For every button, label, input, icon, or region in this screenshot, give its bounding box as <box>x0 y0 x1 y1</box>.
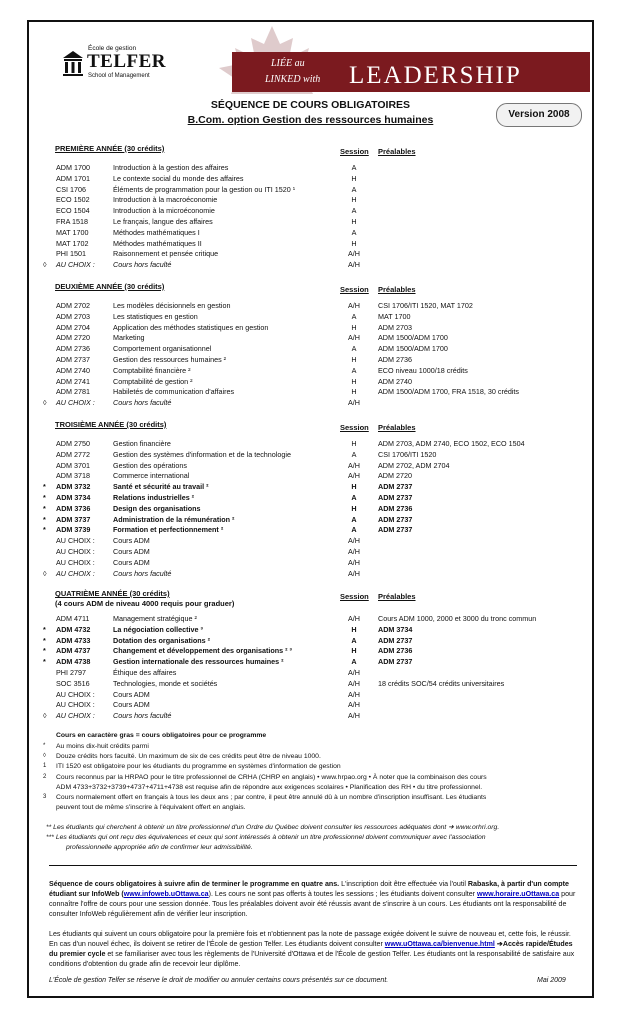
course-code: ADM 4733 <box>56 635 91 645</box>
course-title: Introduction à la macroéconomie <box>113 195 218 205</box>
course-session: A <box>351 344 357 354</box>
course-session: H <box>351 482 357 492</box>
para1-text-2: ). Les cours ne sont pas offerts à toutes les sessions ; les étudiants doivent consulter <box>208 890 478 898</box>
course-session: A <box>351 184 357 194</box>
course-session: A/H <box>348 471 360 481</box>
course-session: A <box>351 206 357 216</box>
course-marker: * <box>43 646 46 656</box>
course-row <box>29 323 592 334</box>
course-row <box>29 625 592 636</box>
course-code: ADM 2720 <box>56 333 90 343</box>
course-session: A/H <box>348 249 360 259</box>
course-title: Management stratégique ² <box>113 614 197 623</box>
course-prerequisites: ADM 2737 <box>378 493 413 502</box>
course-title: Introduction à la microéconomie <box>113 206 215 216</box>
course-title: Cours hors faculté <box>113 568 172 578</box>
course-title: Comptabilité de gestion ² <box>113 376 193 386</box>
note-text: ITI 1520 est obligatoire pour les étudiants du programme en systèmes d'information de gestion <box>56 763 341 771</box>
course-title: Application des méthodes statistiques en gestion <box>113 322 269 332</box>
telfer-logo <box>62 45 184 87</box>
course-code: AU CHOIX : <box>56 711 95 721</box>
course-prerequisites: 18 crédits SOC/54 crédits universitaires <box>378 678 505 688</box>
course-row <box>29 547 592 558</box>
course-row <box>29 387 592 398</box>
course-session: A/H <box>348 536 360 546</box>
course-title: Le français, langue des affaires <box>113 217 213 226</box>
course-session: A <box>351 311 357 321</box>
course-session: A <box>351 449 357 459</box>
note-text: Douze crédits hors faculté. Un maximum de six de ces crédits peut être de niveau 1000. <box>56 753 321 761</box>
course-title: Dotation des organisations ² <box>113 635 211 645</box>
bienvenue-link[interactable]: www.uOttawa.ca/bienvenue.html <box>384 940 495 948</box>
course-code: ADM 3732 <box>56 482 91 492</box>
course-code: ADM 2704 <box>56 322 90 332</box>
course-code: CSI 1706 <box>56 184 86 194</box>
banner-leadership-text: LEADERSHIP <box>349 62 522 89</box>
course-row <box>29 174 592 185</box>
horaire-link[interactable]: www.horaire.uOttawa.ca <box>477 890 560 898</box>
session-header: Session <box>340 147 369 156</box>
course-code: ADM 2772 <box>56 449 90 459</box>
course-row <box>29 700 592 711</box>
page-subtitle: B.Com. option Gestion des ressources humaines <box>187 114 434 126</box>
course-session: A/H <box>348 333 360 343</box>
course-title: Cours ADM <box>113 547 150 556</box>
banner-lie-text: LIÉE au <box>271 58 305 69</box>
course-marker: * <box>43 482 46 492</box>
course-marker: * <box>43 635 46 645</box>
course-session: A/H <box>348 398 360 408</box>
bold-legend: Cours en caractère gras = cours obligatoires pour ce programme <box>56 732 267 739</box>
para1-bold-1: Séquence de cours obligatoires à suivre afin de terminer le programme en quatre ans. <box>49 880 340 888</box>
course-row <box>29 668 592 679</box>
note-marker: 3 <box>43 794 47 800</box>
note-marker: ◊ <box>43 753 46 760</box>
course-prerequisites: ADM 2702, ADM 2704 <box>378 460 450 470</box>
footer-disclaimer: L'École de gestion Telfer se réserve le droit de modifier ou annuler certains cours présentés sur ce document. <box>49 977 389 984</box>
course-code: AU CHOIX : <box>56 547 95 556</box>
para1-bold-2: Rabaska, à partir d'un compte étudiant sur InfoWeb ( <box>49 880 569 898</box>
course-row <box>29 344 592 355</box>
course-session: A/H <box>348 689 360 699</box>
course-session: A/H <box>348 557 360 567</box>
course-code: MAT 1700 <box>56 227 89 237</box>
course-code: AU CHOIX : <box>56 689 95 699</box>
course-code: ADM 1700 <box>56 163 90 172</box>
course-title: Cours ADM <box>113 689 150 699</box>
course-code: FRA 1518 <box>56 217 88 226</box>
note-text: peuvent tout de même s'inscrire à l'équivalent offert en anglais. <box>56 804 246 812</box>
course-prerequisites: CSI 1706/ITI 1520 <box>378 449 437 459</box>
course-row <box>29 206 592 217</box>
course-row <box>29 493 592 504</box>
course-prerequisites: ADM 2736 <box>378 503 413 513</box>
course-session: A <box>351 163 357 172</box>
course-row <box>29 536 592 547</box>
course-title: Cours hors faculté <box>113 260 172 270</box>
course-row <box>29 482 592 493</box>
course-prerequisites: ECO niveau 1000/18 crédits <box>378 365 468 375</box>
course-row <box>29 679 592 690</box>
course-title: Marketing <box>113 333 145 343</box>
version-badge: Version 2008 <box>496 103 582 127</box>
course-session: H <box>351 217 357 226</box>
course-title: Gestion des ressources humaines ² <box>113 355 227 364</box>
course-row <box>29 185 592 196</box>
course-row <box>29 239 592 250</box>
course-title: Commerce international <box>113 471 190 481</box>
course-prerequisites: CSI 1706/ITI 1520, MAT 1702 <box>378 301 473 310</box>
course-row <box>29 301 592 312</box>
course-session: A/H <box>348 301 360 310</box>
year-title: PREMIÈRE ANNÉE (30 crédits) <box>55 144 165 153</box>
year-title: QUATRIÈME ANNÉE (30 crédits) <box>55 589 170 598</box>
course-prerequisites: ADM 2737 <box>378 635 413 645</box>
course-code: PHI 2797 <box>56 668 86 677</box>
course-row <box>29 450 592 461</box>
course-marker: * <box>43 525 46 535</box>
course-title: La négociation collective ³ <box>113 624 203 634</box>
course-session: H <box>351 646 357 656</box>
infoweb-link[interactable]: www.infoweb.uOttawa.ca <box>123 890 209 898</box>
course-code: SOC 3516 <box>56 678 90 688</box>
course-row <box>29 525 592 536</box>
course-code: ADM 2750 <box>56 439 90 448</box>
para2-text-2: et se familiariser avec tous les règlements de l'Université d'Ottawa et de l'École de gestion Telfer. Les étudiants ont la responsabilité de satisfaire aux conditions d'obtention du grade afin de recevoir leur diplôme. <box>49 950 575 968</box>
prerequisites-header: Préalables <box>378 592 416 601</box>
course-row <box>29 217 592 228</box>
registration-paragraph <box>49 879 579 919</box>
year-subtitle: (4 cours ADM de niveau 4000 requis pour graduer) <box>55 599 235 608</box>
course-session: A/H <box>348 678 360 688</box>
course-row <box>29 558 592 569</box>
course-prerequisites: ADM 2737 <box>378 514 413 524</box>
prerequisites-header: Préalables <box>378 423 416 432</box>
course-row <box>29 711 592 722</box>
course-title: Cours hors faculté <box>113 711 172 721</box>
course-title: Éléments de programmation pour la gestion ou ITI 1520 ¹ <box>113 184 296 194</box>
course-row <box>29 260 592 271</box>
course-session: A <box>351 657 357 667</box>
course-row <box>29 504 592 515</box>
course-row <box>29 461 592 472</box>
course-marker: * <box>43 657 46 667</box>
course-title: Gestion des systèmes d'information et de la technologie <box>113 449 291 459</box>
course-code: ADM 3734 <box>56 493 91 502</box>
course-title: Le contexte social du monde des affaires <box>113 173 244 183</box>
course-session: H <box>351 439 357 448</box>
course-code: ADM 2702 <box>56 301 90 310</box>
course-title: Habiletés de communication d'affaires <box>113 387 235 397</box>
building-icon <box>62 49 84 77</box>
page-title: SÉQUENCE DE COURS OBLIGATOIRES <box>210 99 411 111</box>
course-title: Méthodes mathématiques II <box>113 238 202 248</box>
header <box>29 22 592 94</box>
course-row <box>29 657 592 668</box>
banner-linked-text: LINKED with <box>265 74 321 85</box>
course-row <box>29 646 592 657</box>
logo-small-text: École de gestion <box>88 45 137 52</box>
course-code: ADM 3701 <box>56 460 90 470</box>
course-session: H <box>351 195 357 205</box>
course-title: Les statistiques en gestion <box>113 311 198 321</box>
course-code: ADM 4732 <box>56 624 91 634</box>
year-title: DEUXIÈME ANNÉE (30 crédits) <box>55 282 165 291</box>
course-code: ADM 3737 <box>56 514 91 524</box>
note-marker: 1 <box>43 763 47 770</box>
course-session: A/H <box>348 460 360 470</box>
note-equivalences-cont: professionnelle appropriée afin de confirmer leur admissibilité. <box>66 844 253 851</box>
course-session: H <box>351 376 357 386</box>
course-session: A/H <box>348 614 360 623</box>
course-session: A <box>351 227 357 237</box>
course-prerequisites: ADM 2736 <box>378 355 412 364</box>
course-title: Changement et développement des organisations ² ³ <box>113 646 292 656</box>
course-row <box>29 249 592 260</box>
course-row <box>29 471 592 482</box>
course-code: AU CHOIX : <box>56 398 95 408</box>
course-title: Gestion internationale des ressources humaines ² <box>113 657 284 667</box>
course-prerequisites: ADM 2703 <box>378 322 412 332</box>
course-title: Comptabilité financière ² <box>113 365 191 375</box>
course-code: MAT 1702 <box>56 238 89 248</box>
course-session: A <box>351 493 357 502</box>
note-equivalences: *** Les étudiants qui ont reçu des équivalences et ceux qui sont intéressés à obtenir un titre professionnel doivent communiquer avec l'association <box>46 834 486 841</box>
course-code: ADM 2781 <box>56 387 90 397</box>
logo-main-text: TELFER <box>87 51 167 72</box>
course-code: ADM 3736 <box>56 503 91 513</box>
note-text: Cours reconnus par la HRPAO pour le titre professionnel de CRHA (CHRP en anglais) • www.hrpao.org • À noter que la combinaison des cours <box>56 773 487 781</box>
course-marker: ◊ <box>43 398 47 408</box>
course-session: H <box>351 624 357 634</box>
course-session: A <box>351 635 357 645</box>
course-title: Gestion des opérations <box>113 460 187 470</box>
course-title: Cours hors faculté <box>113 398 172 408</box>
note-marker: * <box>43 743 46 749</box>
course-row <box>29 377 592 388</box>
course-code: AU CHOIX : <box>56 557 95 567</box>
course-session: A/H <box>348 547 360 556</box>
para1-text-1: L'inscription doit être effectuée via l'outil <box>339 880 468 888</box>
course-title: Éthique des affaires <box>113 668 177 677</box>
note-text: ADM 4733+3732+3739+4737+4711+4738 est requise afin de répondre aux exigences scolaires • Planification des RH • du titre professionnel. <box>56 783 483 791</box>
course-code: AU CHOIX : <box>56 568 95 578</box>
course-title: Introduction à la gestion des affaires <box>113 163 229 172</box>
prerequisites-header: Préalables <box>378 147 416 156</box>
note-text: Au moins dix-huit crédits parmi <box>56 743 149 750</box>
divider <box>49 865 577 866</box>
course-title: Relations industrielles ² <box>113 493 195 502</box>
course-code: ADM 2741 <box>56 376 90 386</box>
course-title: Raisonnement et pensée critique <box>113 249 219 259</box>
regulations-paragraph <box>49 929 579 969</box>
document-frame <box>27 20 594 998</box>
prerequisites-header: Préalables <box>378 285 416 294</box>
course-code: ADM 4737 <box>56 646 91 656</box>
course-session: H <box>351 387 357 397</box>
course-session: A/H <box>348 700 360 710</box>
course-code: ECO 1504 <box>56 206 90 216</box>
course-session: H <box>351 173 357 183</box>
course-code: ADM 2703 <box>56 311 90 321</box>
course-session: A <box>351 514 357 524</box>
session-header: Session <box>340 423 369 432</box>
course-row <box>29 614 592 625</box>
course-prerequisites: ADM 2737 <box>378 482 413 492</box>
course-title: Cours ADM <box>113 700 150 710</box>
course-session: A <box>351 365 357 375</box>
course-row <box>29 569 592 580</box>
course-code: ADM 3718 <box>56 471 90 481</box>
course-code: ADM 2737 <box>56 355 90 364</box>
course-prerequisites: ADM 2737 <box>378 525 413 535</box>
course-row <box>29 439 592 450</box>
course-row <box>29 333 592 344</box>
course-title: Cours ADM <box>113 557 150 567</box>
para2-bold-1: ➔Accès rapide/Études du premier cycle <box>49 940 573 958</box>
course-marker: ◊ <box>43 711 47 721</box>
course-marker: * <box>43 493 46 502</box>
course-session: A/H <box>348 668 360 677</box>
course-prerequisites: ADM 2720 <box>378 471 412 481</box>
course-title: Cours ADM <box>113 536 150 546</box>
course-title: Technologies, monde et sociétés <box>113 678 218 688</box>
course-title: Les modèles décisionnels en gestion <box>113 301 231 310</box>
course-session: H <box>351 322 357 332</box>
course-prerequisites: MAT 1700 <box>378 311 411 321</box>
course-title: Design des organisations <box>113 503 201 513</box>
footer-date: Mai 2009 <box>537 977 566 984</box>
course-code: AU CHOIX : <box>56 536 95 546</box>
course-title: Administration de la rémunération ² <box>113 514 235 524</box>
course-prerequisites: ADM 1500/ADM 1700 <box>378 344 448 354</box>
course-title: Formation et perfectionnement ² <box>113 525 224 535</box>
course-title: Comportement organisationnel <box>113 344 212 354</box>
course-code: PHI 1501 <box>56 249 86 259</box>
course-session: H <box>351 238 357 248</box>
course-prerequisites: ADM 2737 <box>378 657 413 667</box>
course-title: Gestion financière <box>113 439 171 448</box>
course-prerequisites: ADM 1500/ADM 1700, FRA 1518, 30 crédits <box>378 387 520 397</box>
course-session: A/H <box>348 260 360 270</box>
course-code: ECO 1502 <box>56 195 90 205</box>
course-code: ADM 4738 <box>56 657 91 667</box>
course-row <box>29 366 592 377</box>
course-marker: * <box>43 624 46 634</box>
course-prerequisites: ADM 2740 <box>378 376 412 386</box>
course-marker: * <box>43 503 46 513</box>
course-session: H <box>351 355 357 364</box>
course-marker: * <box>43 514 46 524</box>
course-marker: ◊ <box>43 260 47 270</box>
course-code: AU CHOIX : <box>56 700 95 710</box>
year-title: TROISIÈME ANNÉE (30 crédits) <box>55 420 167 429</box>
session-header: Session <box>340 285 369 294</box>
course-prerequisites: Cours ADM 1000, 2000 et 3000 du tronc commun <box>378 614 537 623</box>
course-prerequisites: ADM 1500/ADM 1700 <box>378 333 448 343</box>
course-title: Méthodes mathématiques I <box>113 227 200 237</box>
course-code: AU CHOIX : <box>56 260 95 270</box>
course-row <box>29 228 592 239</box>
para1-text-3: pour connaître l'offre de cours pour une session donnée. Tous les préalables doivent avoir été réussis avant de s'inscrire à un cours. Les étudiants ont la responsabilité de consulter InfoWeb régulièrement afin de vérifier leur inscription. <box>49 890 576 918</box>
note-marker: 2 <box>43 773 47 780</box>
course-row <box>29 312 592 323</box>
course-title: Santé et sécurité au travail ² <box>113 482 209 492</box>
note-ordre-quebec: ** Les étudiants qui cherchent à obtenir un titre professionnel d'un Ordre du Québec doivent consulter les ressources adéquates dont ➜ www.orhri.org. <box>46 824 500 831</box>
course-code: ADM 3739 <box>56 525 91 535</box>
course-code: ADM 4711 <box>56 614 90 623</box>
course-row <box>29 515 592 526</box>
course-prerequisites: ADM 3734 <box>378 624 413 634</box>
course-marker: ◊ <box>43 568 47 578</box>
note-text: Cours normalement offert en français à tous les deux ans ; par contre, il peut être annulé dû à un nombre d'inscription insuffisant. Les étudiants <box>56 794 487 801</box>
course-row <box>29 195 592 206</box>
course-code: ADM 1701 <box>56 173 90 183</box>
course-session: A/H <box>348 711 360 721</box>
session-header: Session <box>340 592 369 601</box>
course-row <box>29 355 592 366</box>
course-prerequisites: ADM 2736 <box>378 646 413 656</box>
course-row <box>29 690 592 701</box>
course-code: ADM 2740 <box>56 365 90 375</box>
course-row <box>29 636 592 647</box>
course-row <box>29 163 592 174</box>
course-session: A/H <box>348 568 360 578</box>
course-prerequisites: ADM 2703, ADM 2740, ECO 1502, ECO 1504 <box>378 439 525 448</box>
course-row <box>29 398 592 409</box>
course-session: A <box>351 525 357 535</box>
para2-text-1: Les étudiants qui suivent un cours obligatoire pour la première fois et n'obtiennent pas la note de passage exigée doivent le suivre de nouveau et, cette fois, le réussir. En cas d'un nouvel échec, ils doivent se retirer de l'École de gestion Telfer. Les étudiants doivent consulter <box>49 930 571 948</box>
logo-sub-text: School of Management <box>88 73 150 79</box>
course-code: ADM 2736 <box>56 344 90 354</box>
course-session: H <box>351 503 357 513</box>
